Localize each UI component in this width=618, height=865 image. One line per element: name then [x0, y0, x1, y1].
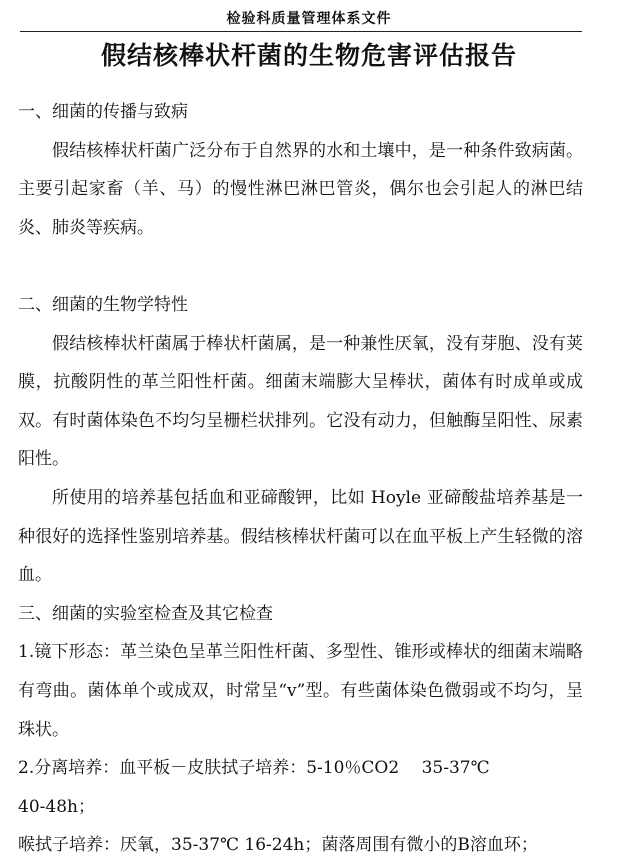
section3-item-culture-line1: 2.分离培养：血平板－皮肤拭子培养：5-10％CO2 35-37℃ — [18, 758, 490, 779]
report-title: 假结核棒状杆菌的生物危害评估报告 — [100, 41, 517, 70]
section2-paragraph-2: 所使用的培养基包括血和亚碲酸钾，比如 Hoyle 亚碲酸盐培养基是一种很好的选择性鉴别培养基。假结核棒状杆菌可以在血平板上产生轻微的溶血。 — [18, 487, 583, 586]
section3-item-throat-swab: 喉拭子培养：厌氧，35-37℃ 16-24h；菌落周围有微小的B溶血环； — [18, 835, 538, 856]
section1-paragraph: 假结核棒状杆菌广泛分布于自然界的水和土壤中，是一种条件致病菌。主要引起家畜（羊、马）的慢性淋巴淋巴管炎，偶尔也会引起人的淋巴结炎、肺炎等疾病。 — [18, 140, 583, 238]
document-header: 检验科质量管理体系文件 — [226, 11, 392, 27]
section3-heading: 三、细菌的实验室检查及其它检查 — [18, 603, 273, 624]
section1-heading: 一、细菌的传播与致病 — [18, 102, 188, 122]
report-body — [18, 93, 583, 865]
section3-item-morphology: 1.镜下形态：革兰染色呈革兰阳性杆菌、多型性、锥形或棒状的细菌末端略有弯曲。菌体单个或成双，时常呈“v”型。有些菌体染色微弱或不均匀，呈珠状。 — [18, 642, 583, 740]
section2-heading: 二、细菌的生物学特性 — [18, 294, 188, 315]
blank-line — [18, 247, 583, 286]
section3-item-culture-line2: 40-48h； — [18, 796, 95, 817]
header-divider — [20, 31, 582, 32]
section2-paragraph-1: 假结核棒状杆菌属于棒状杆菌属，是一种兼性厌氧，没有芽胞、没有荚膜，抗酸阴性的革兰阳性杆菌。细菌末端膨大呈棒状，菌体有时成单或成双。有时菌体染色不均匀呈栅栏状排列。它没有动力，但触酶呈阳性、尿素阳性。 — [18, 333, 583, 470]
